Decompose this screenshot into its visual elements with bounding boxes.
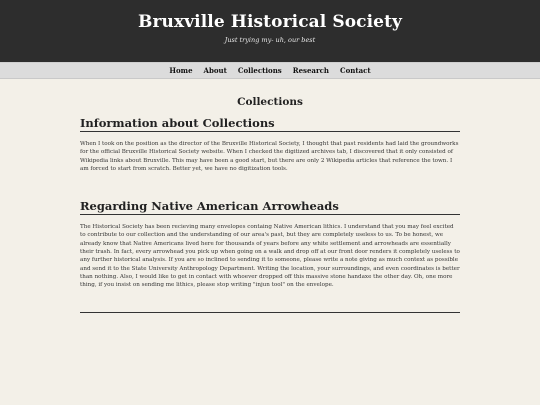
- main-nav: [0, 62, 540, 79]
- nav-about[interactable]: About: [203, 66, 227, 75]
- section-body: When I took on the position as the director of the Bruxville Historical Society, I thought that past residents had laid the groundworks for the official Bruxville Historical Society website. When I checked the digitized archives tab, I discovered that it only consisted of Wikipedia links about Bruxville. This may have been a good start, but there are only 2 Wikipedia articles that reference the town. I am forced to start from scratch. Better yet, we have no digitization tools.: [80, 141, 459, 172]
- site-header: [0, 0, 540, 62]
- content-divider: [80, 312, 460, 313]
- site-title: Bruxville Historical Society: [137, 12, 403, 32]
- main-content: [0, 96, 540, 313]
- nav-collections[interactable]: Collections: [237, 66, 282, 75]
- page-title: Collections: [237, 96, 303, 108]
- nav-home[interactable]: Home: [169, 66, 193, 75]
- section-heading: Regarding Native American Arrowheads: [80, 199, 460, 215]
- section-heading: Information about Collections: [80, 116, 460, 132]
- section-collections-info: [80, 116, 460, 173]
- section-arrowheads: [80, 199, 460, 289]
- nav-contact[interactable]: Contact: [340, 66, 371, 75]
- site-tagline: Just trying my- uh, our best: [224, 36, 316, 44]
- nav-research[interactable]: Research: [292, 66, 329, 75]
- section-body: The Historical Society has been recieving many envelopes containg Native American lithics. I understand that you may feel excited to contribute to our collection and the understanding of our area's past, but they are completely useless to us. To be honest, we already know that Native Americans lived here for thousands of years before any white settlement and arrowheads are essentially their trash. In fact, every arrowhead you pick up when going on a walk and drop off at our front door renders it completely useless to any further historical analysis. If you are so inclined to sending it to someone, please write a note giving as much context as possible and send it to the State University Anthropology Department. Writing the location, your surroundings, and even coordinates is better than nothing. Also, I would like to get in contact with whoever dropped off this massive stone handaxe the other day. Oh, one more thing, if you insist on sending me lithics, please stop writing "injun tool" on the envelope.: [80, 224, 460, 289]
